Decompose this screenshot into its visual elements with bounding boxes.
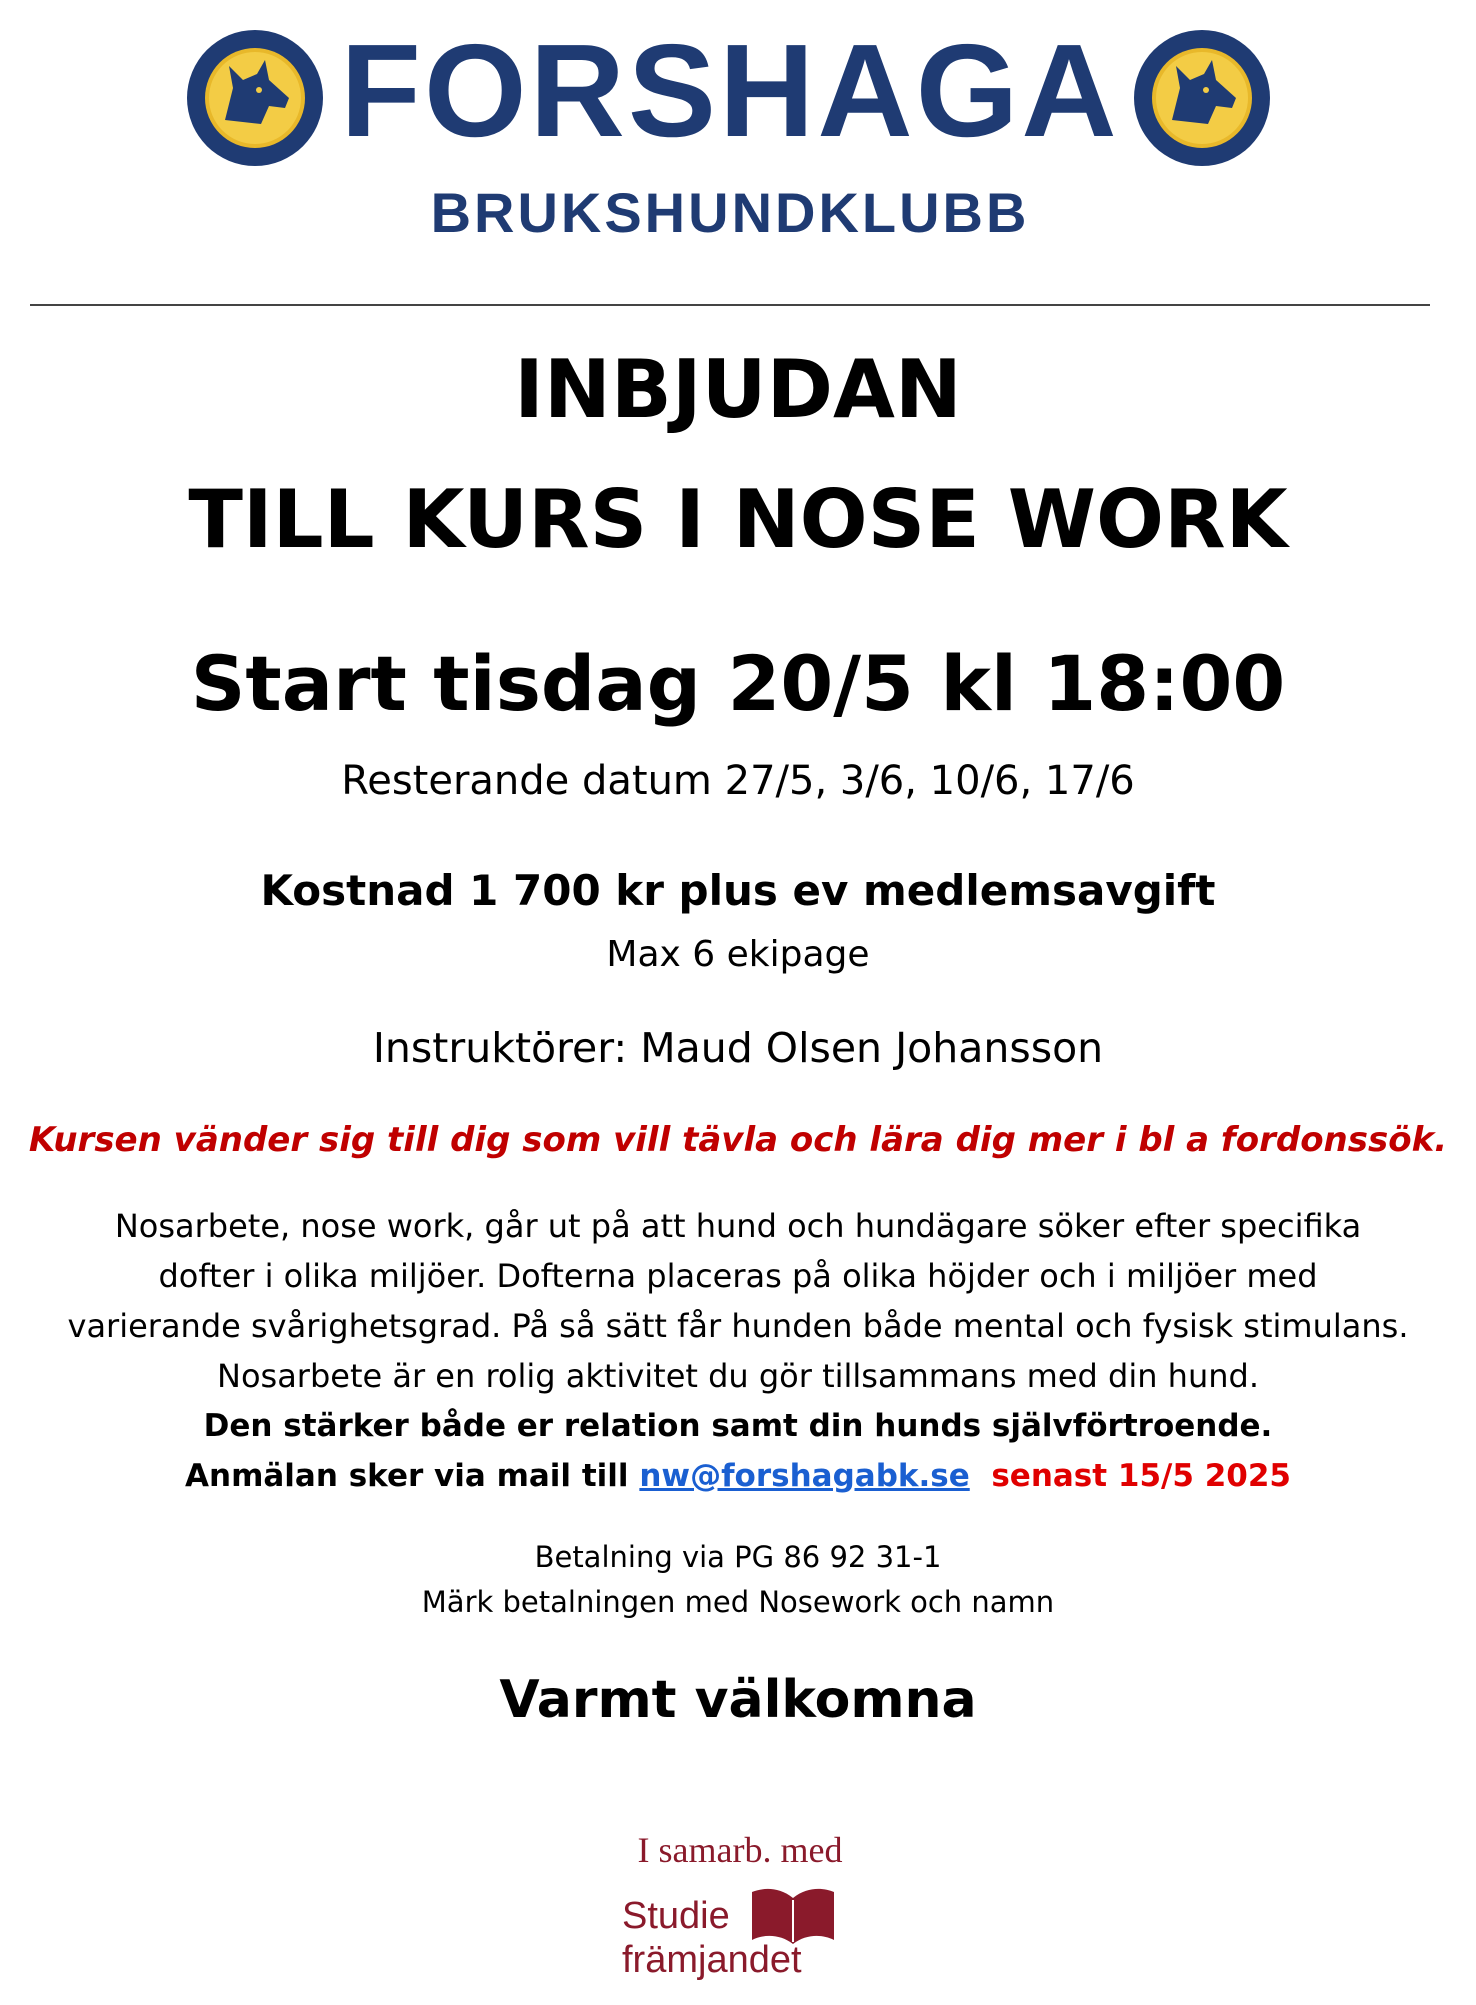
description-line-bold: Den stärker både er relation samt din hunds självförtroende. — [203, 1408, 1273, 1444]
invitation-title: INBJUDAN — [514, 343, 962, 436]
registration-deadline: senast 15/5 2025 — [991, 1458, 1291, 1494]
payment-info: Betalning via PG 86 92 31-1 — [534, 1540, 942, 1574]
dog-head-seal-icon — [185, 28, 325, 168]
course-title: TILL KURS I NOSE WORK — [188, 473, 1288, 566]
partner-logo — [600, 1820, 880, 1995]
remaining-dates: Resterande datum 27/5, 3/6, 10/6, 17/6 — [341, 758, 1135, 804]
registration-email-link[interactable]: nw@forshagabk.se — [639, 1458, 970, 1494]
description-line: Nosarbete, nose work, går ut på att hund och hundägare söker efter specifika — [114, 1207, 1362, 1245]
club-header — [0, 0, 1476, 290]
dog-head-seal-icon — [1132, 28, 1272, 168]
target-audience: Kursen vänder sig till dig som vill tävla och lära dig mer i bl a fordonssök. — [28, 1120, 1448, 1160]
payment-reference: Märk betalningen med Nosework och namn — [421, 1585, 1055, 1619]
club-name: FORSHAGA — [340, 17, 1120, 164]
registration-prefix: Anmälan sker via mail till — [185, 1458, 629, 1494]
registration-info — [0, 1451, 1476, 1501]
club-subtitle: BRUKSHUNDKLUBB — [430, 181, 1030, 244]
description-line: Nosarbete är en rolig aktivitet du gör tillsammans med din hund. — [217, 1357, 1259, 1395]
start-date: Start tisdag 20/5 kl 18:00 — [190, 639, 1286, 728]
course-cost: Kostnad 1 700 kr plus ev medlemsavgift — [260, 866, 1216, 915]
partner-brand-line: främjandet — [622, 1939, 802, 1981]
description-line: varierande svårighetsgrad. På så sätt får hunden både mental och fysisk stimulans. — [67, 1307, 1409, 1345]
partner-text: I samarb. med — [637, 1830, 843, 1870]
instructors: Instruktörer: Maud Olsen Johansson — [372, 1024, 1104, 1072]
welcome-text: Varmt välkomna — [499, 1670, 977, 1730]
description-line: dofter i olika miljöer. Dofterna placeras på olika höjder och i miljöer med — [158, 1257, 1318, 1295]
book-icon — [748, 1878, 838, 1948]
max-participants: Max 6 ekipage — [606, 934, 870, 975]
divider — [30, 304, 1430, 306]
partner-brand-line: Studie — [622, 1895, 730, 1937]
